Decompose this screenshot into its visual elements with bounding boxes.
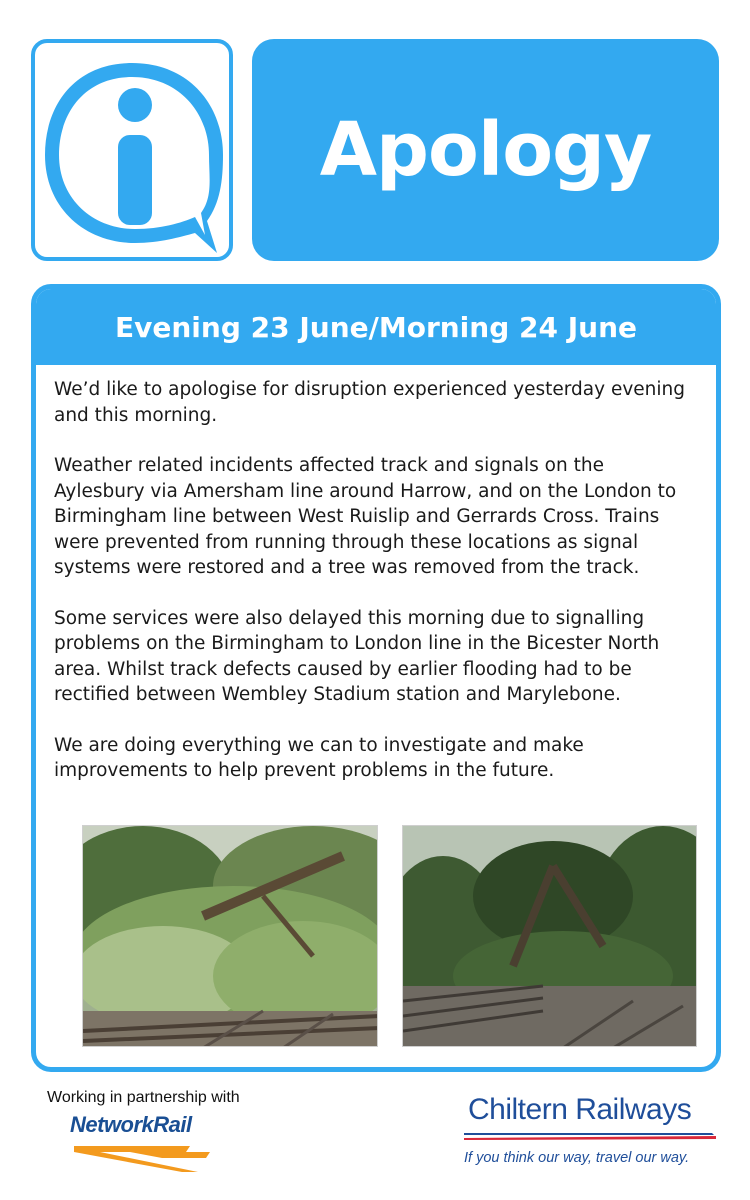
paragraph-3: Some services were also delayed this morning due to signalling problems on the Birmingham to London line in the Bicester North area. Whilst track defects caused by earlier flooding had to be rectified between Wembley Stadium station and Marylebone. xyxy=(54,607,660,705)
chiltern-stripes-icon xyxy=(462,1131,718,1143)
paragraph-1: We’d like to apologise for disruption experienced yesterday evening and this morning. xyxy=(54,379,686,426)
info-icon-box xyxy=(31,39,233,261)
chiltern-railways-logo xyxy=(462,1093,722,1173)
tagline-emphasis: travel our way. xyxy=(595,1150,690,1166)
operator-tagline xyxy=(464,1150,689,1166)
info-speech-bubble-icon xyxy=(35,43,229,257)
fallen-tree-photo-2 xyxy=(402,825,697,1047)
tagline-plain: If you think our way, xyxy=(464,1150,596,1166)
date-header xyxy=(36,289,716,365)
network-rail-wordmark: NetworkRail xyxy=(70,1112,192,1137)
photo-gallery xyxy=(77,825,697,1049)
notice-panel xyxy=(31,284,721,1072)
fallen-tree-photo-1 xyxy=(82,825,378,1047)
paragraph-4: We are doing everything we can to investigate and make improvements to help prevent problems in the future. xyxy=(54,734,584,781)
title-banner xyxy=(252,39,719,261)
partner-text: Working in partnership with xyxy=(47,1089,240,1106)
paragraph-2: Weather related incidents affected track and signals on the Aylesbury via Amersham line around Harrow, and on the London to Birmingham line between West Ruislip and Gerrards Cross. Trains were prevented from running through these locations as signal systems were restored and a tree was removed from the track. xyxy=(54,455,677,578)
network-rail-logo xyxy=(70,1112,220,1174)
notice-body xyxy=(36,365,716,784)
date-heading: Evening 23 June/Morning 24 June xyxy=(115,310,637,344)
operator-name: Chiltern Railways xyxy=(468,1093,692,1126)
page-title: Apology xyxy=(319,107,652,193)
